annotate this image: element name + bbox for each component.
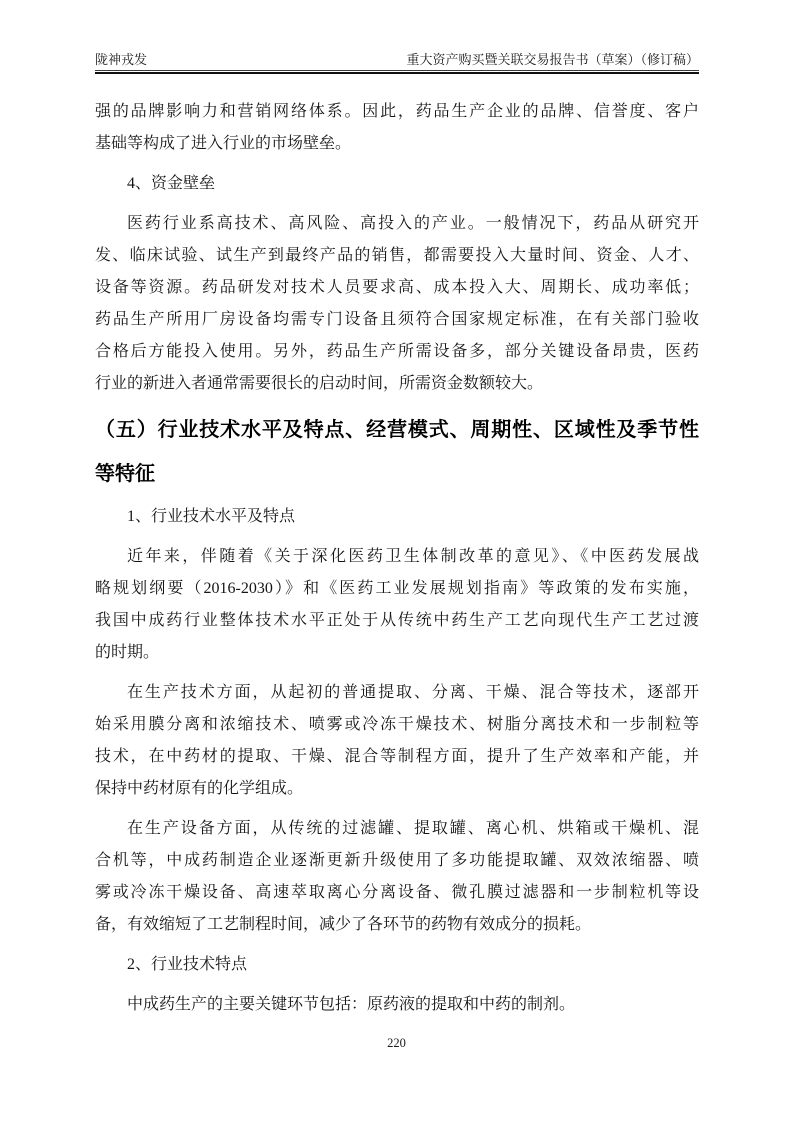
paragraph-brand-barrier: [95, 96, 699, 160]
paragraph-line: 在生产设备方面，从传统的过滤罐、提取罐、离心机、烘箱或干燥机、混: [127, 820, 699, 837]
subheading-funding-barrier: 4、资金壁垒: [127, 175, 216, 192]
paragraph-line: 的时期。: [95, 644, 160, 661]
paragraph-line: 中成药生产的主要关键环节包括：原药液的提取和中药的制剂。: [127, 996, 576, 1013]
paragraph-line: 发、临床试验、试生产到最终产品的销售，都需要投入大量时间、资金、人才、: [95, 247, 699, 264]
paragraph-line: 药品生产所用厂房设备均需专门设备且须符合国家规定标准，在有关部门验收: [95, 311, 699, 328]
paragraph-funding-barrier: [95, 208, 699, 400]
paragraph-line: 雾或冷冻干燥设备、高速萃取离心分离设备、微孔膜过滤器和一步制粒机等设: [95, 884, 699, 901]
paragraph-key-steps: [95, 989, 699, 1021]
paragraph-line: 合机等，中成药制造企业逐渐更新升级使用了多功能提取罐、双效浓缩器、喷: [95, 852, 699, 869]
document-body: [95, 96, 699, 1029]
paragraph-production-tech: [95, 677, 699, 805]
header-report-title: 重大资产购买暨关联交易报告书（草案）（修订稿）: [406, 52, 699, 67]
heading-line: 等特征: [95, 463, 155, 485]
paragraph-line: 备，有效缩短了工艺制程时间，减少了各环节的药物有效成分的损耗。: [95, 916, 592, 933]
heading-line: （五）行业技术水平及特点、经营模式、周期性、区域性及季节性: [95, 419, 699, 441]
paragraph-line: 强的品牌影响力和营销网络体系。因此，药品生产企业的品牌、信誉度、客户: [95, 103, 699, 120]
paragraph-line: 技术，在中药材的提取、干燥、混合等制程方面，提升了生产效率和产能，并: [95, 748, 699, 765]
paragraph-line: 保持中药材原有的化学组成。: [95, 780, 304, 797]
page-number: 220: [387, 1036, 406, 1050]
subheading-tech-features: 2、行业技术特点: [127, 956, 248, 973]
paragraph-line: 合格后方能投入使用。另外，药品生产所需设备多，部分关键设备昂贵，医药: [95, 343, 699, 360]
paragraph-line: 设备等资源。药品研发对技术人员要求高、成本投入大、周期长、成功率低；: [95, 279, 699, 296]
paragraph-production-equipment: [95, 813, 699, 941]
paragraph-line: 基础等构成了进入行业的市场壁垒。: [95, 135, 352, 152]
paragraph-line: 在生产技术方面，从起初的普通提取、分离、干燥、混合等技术，逐部开: [127, 684, 699, 701]
paragraph-line: 略规划纲要（2016-2030）》和《医药工业发展规划指南》等政策的发布实施，: [95, 580, 699, 597]
paragraph-line: 医药行业系高技术、高风险、高投入的产业。一般情况下，药品从研究开: [127, 215, 699, 232]
paragraph-line: 行业的新进入者通常需要很长的启动时间，所需资金数额较大。: [95, 375, 544, 392]
page-header: [95, 51, 699, 68]
header-company-name: 陇神戎发: [95, 52, 148, 67]
subheading-tech-level: 1、行业技术水平及特点: [127, 508, 296, 525]
header-rule: [95, 70, 699, 74]
paragraph-line: 始采用膜分离和浓缩技术、喷雾或冷冻干燥技术、树脂分离技术和一步制粒等: [95, 716, 699, 733]
paragraph-policy: [95, 541, 699, 669]
section-heading-five: [95, 408, 699, 496]
paragraph-line: 我国中成药行业整体技术水平正处于从传统中药生产工艺向现代生产工艺过渡: [95, 612, 699, 629]
page-footer: [0, 1036, 793, 1051]
paragraph-line: 近年来，伴随着《关于深化医药卫生体制改革的意见》、《中医药发展战: [127, 548, 699, 565]
